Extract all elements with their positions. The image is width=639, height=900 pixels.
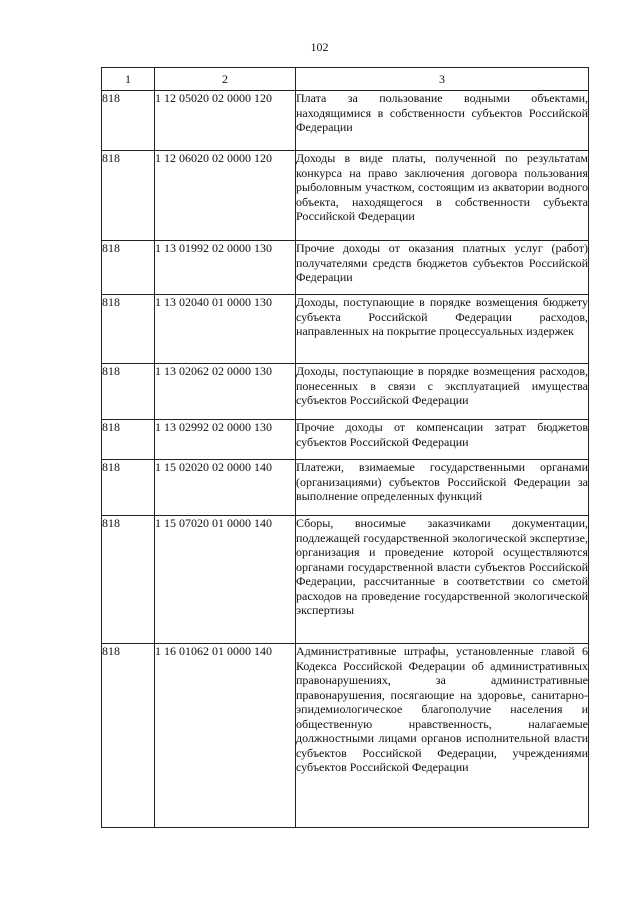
- budget-code-cell: 1 13 02040 01 0000 130: [155, 295, 296, 364]
- table-row: [102, 295, 589, 364]
- budget-code-cell: 1 15 02020 02 0000 140: [155, 460, 296, 516]
- column-header-2: 2: [155, 68, 296, 91]
- description-cell: Доходы в виде платы, полученной по результатам конкурса на право заключения договора пользования рыболовным участком, состоящим из акватории водного объекта, находящегося в собственности субъекта Российской Федерации: [296, 151, 589, 241]
- budget-code-cell: 1 12 05020 02 0000 120: [155, 91, 296, 151]
- description-cell: Прочие доходы от компенсации затрат бюджетов субъектов Российской Федерации: [296, 420, 589, 460]
- description-cell: Доходы, поступающие в порядке возмещения расходов, понесенных в связи с эксплуатацией имущества субъектов Российской Федерации: [296, 364, 589, 420]
- admin-code-cell: 818: [102, 420, 155, 460]
- description-cell: Плата за пользование водными объектами, находящимися в собственности субъектов Российской Федерации: [296, 91, 589, 151]
- page-number: 102: [310, 40, 329, 54]
- description-cell: Административные штрафы, установленные главой 6 Кодекса Российской Федерации об административных правонарушениях, за административные правонарушения, посягающие на здоровье, санитарно-эпидемиологическое благополучие населения и общественную нравственность, налагаемые должностными лицами органов исполнительной власти субъектов Российской Федерации, учреждениями субъектов Российской Федерации: [296, 644, 589, 828]
- admin-code-cell: 818: [102, 241, 155, 295]
- column-header-1: 1: [102, 68, 155, 91]
- table-row: [102, 151, 589, 241]
- budget-code-cell: 1 15 07020 01 0000 140: [155, 516, 296, 644]
- table-row: [102, 364, 589, 420]
- table-row: [102, 241, 589, 295]
- description-cell: Платежи, взимаемые государственными органами (организациями) субъектов Российской Федерации за выполнение определенных функций: [296, 460, 589, 516]
- admin-code-cell: 818: [102, 364, 155, 420]
- admin-code-cell: 818: [102, 91, 155, 151]
- table-row: [102, 460, 589, 516]
- description-cell: Доходы, поступающие в порядке возмещения бюджету субъекта Российской Федерации расходов, направленных на покрытие процессуальных издержек: [296, 295, 589, 364]
- table-header-row: [102, 68, 589, 91]
- budget-code-cell: 1 13 02062 02 0000 130: [155, 364, 296, 420]
- budget-code-cell: 1 13 01992 02 0000 130: [155, 241, 296, 295]
- budget-code-cell: 1 16 01062 01 0000 140: [155, 644, 296, 828]
- admin-code-cell: 818: [102, 295, 155, 364]
- budget-code-cell: 1 13 02992 02 0000 130: [155, 420, 296, 460]
- table-row: [102, 420, 589, 460]
- description-cell: Сборы, вносимые заказчиками документации, подлежащей государственной экологической экспертизе, организация и проведение которой осуществляются органами государственной власти субъектов Российской Федерации, рассчитанные в соответствии со сметой расходов на проведение государственной экологической экспертизы: [296, 516, 589, 644]
- table-row: [102, 644, 589, 828]
- table-row: [102, 516, 589, 644]
- revenue-codes-table: [101, 67, 589, 828]
- description-cell: Прочие доходы от оказания платных услуг (работ) получателями средств бюджетов субъектов Российской Федерации: [296, 241, 589, 295]
- admin-code-cell: 818: [102, 516, 155, 644]
- column-header-3: 3: [296, 68, 589, 91]
- admin-code-cell: 818: [102, 151, 155, 241]
- table-row: [102, 91, 589, 151]
- admin-code-cell: 818: [102, 460, 155, 516]
- admin-code-cell: 818: [102, 644, 155, 828]
- budget-code-cell: 1 12 06020 02 0000 120: [155, 151, 296, 241]
